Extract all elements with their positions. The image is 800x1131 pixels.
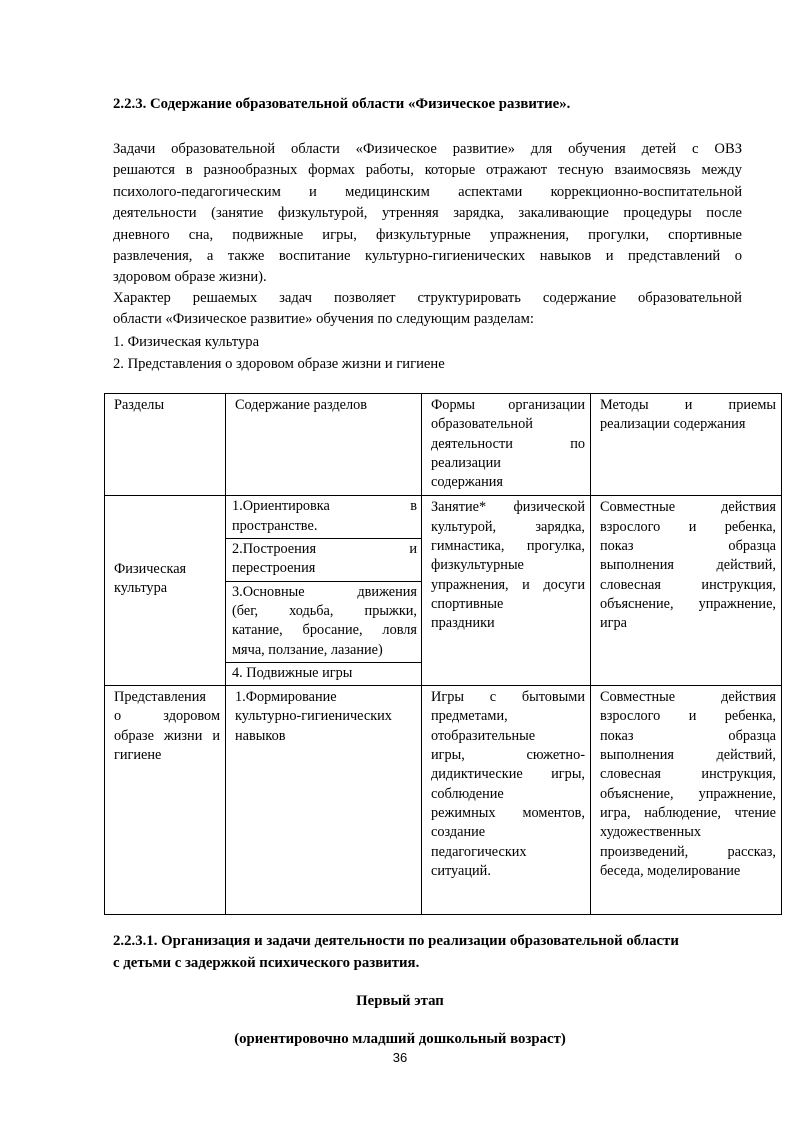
subsection-heading xyxy=(113,930,679,974)
header-methods: Методы и приемы реализации содержания xyxy=(591,394,782,496)
section-cell: Представления о здоровом образе жизни и гигиене xyxy=(105,686,226,915)
contents-subtable xyxy=(226,496,421,685)
header-contents: Содержание разделов xyxy=(226,394,422,496)
text-line: Характер решаемых задач позволяет структурировать содержание образовательной xyxy=(113,290,742,306)
table-row xyxy=(105,686,782,915)
text-line: здоровом образе жизни). xyxy=(113,269,267,286)
header-forms: Формы организации образовательной деятельности по реализации содержания xyxy=(422,394,591,496)
intro-paragraph xyxy=(113,139,742,289)
heading-line: с детьми с задержкой психического развития. xyxy=(113,955,420,971)
text-line: решаются в разнообразных формах работы, которые отражают тесную взаимосвязь между xyxy=(113,162,742,179)
page-number: 36 xyxy=(392,1050,408,1065)
table-header-row xyxy=(105,394,782,496)
heading-line: 2.2.3.1. Организация и задачи деятельности по реализации образовательной области xyxy=(113,933,679,949)
contents-cell xyxy=(226,496,422,686)
content-item: 4. Подвижные игры xyxy=(232,664,353,681)
text-line: развлечения, а также воспитание культурно-гигиенических навыков и представлений о xyxy=(113,247,742,264)
forms-cell: Занятие* физической культурой, зарядка, гимнастика, прогулка, физкультурные упражнения, и досуги спортивные праздники xyxy=(422,496,591,686)
section-cell: Физическая культура xyxy=(105,496,226,686)
content-item: 2.Построения и перестроения xyxy=(226,539,421,582)
forms-cell: Игры с бытовыми предметами, отобразительные игры, сюжетно- дидиктические игры, соблюдение режимных моментов, создание педагогических ситуаций. xyxy=(422,686,591,915)
text-line: дневного сна, подвижные игры, физкультурные упражнения, прогулки, спортивные xyxy=(113,226,742,243)
section-heading: 2.2.3. Содержание образовательной области «Физическое развитие». xyxy=(113,96,571,112)
table-row xyxy=(105,496,782,686)
structure-paragraph xyxy=(113,288,742,331)
stage-title: Первый этап xyxy=(356,993,444,1009)
list-item: 1. Физическая культура xyxy=(113,334,260,350)
list-item: 2. Представления о здоровом образе жизни и гигиене xyxy=(113,356,445,372)
content-item: 1.Ориентировка в пространстве. xyxy=(226,496,421,538)
text-line: деятельности (занятие физкультурой, утренняя зарядка, закаливающие процедуры после xyxy=(113,205,742,222)
content-table xyxy=(104,393,782,915)
contents-cell: 1.Формирование культурно-гигиенических навыков xyxy=(226,686,422,915)
content-item: 3.Основные движения (бег, ходьба, прыжки, катание, бросание, ловля мяча, ползание, лазание) xyxy=(226,581,421,662)
sections-list xyxy=(113,331,445,375)
text-line: Задачи образовательной области «Физическое развитие» для обучения детей с ОВЗ xyxy=(113,141,742,157)
text-line: области «Физическое развитие» обучения по следующим разделам: xyxy=(113,311,534,328)
header-sections: Разделы xyxy=(105,394,226,496)
stage-subtitle: (ориентировочно младший дошкольный возраст) xyxy=(234,1031,566,1047)
text-line: психолого-педагогическим и медицинским аспектами коррекционно-воспитательной xyxy=(113,183,742,200)
methods-cell: Совместные действия взрослого и ребенка, показ образца выполнения действий, словесная инструкция, объяснение, упражнение, игра xyxy=(591,496,782,686)
methods-cell: Совместные действия взрослого и ребенка, показ образца выполнения действий, словесная инструкция, объяснение, упражнение, игра, наблюдение, чтение художественных произведений, рассказ, беседа, моделирование xyxy=(591,686,782,915)
